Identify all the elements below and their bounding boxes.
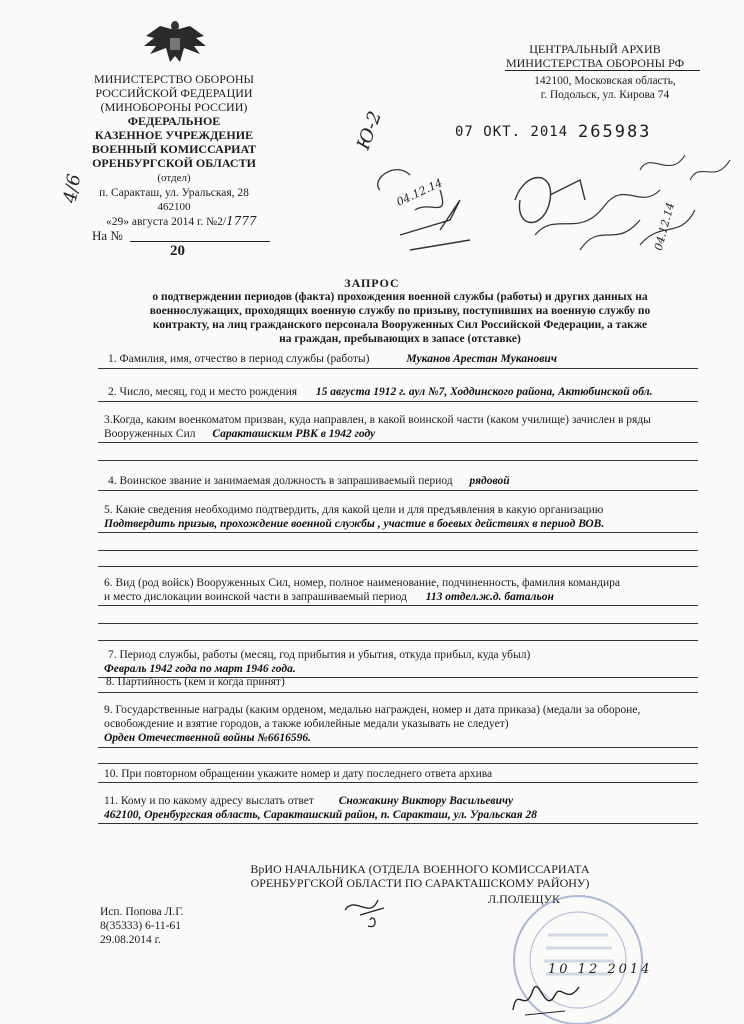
archive-address [500, 74, 710, 102]
field-4-value: рядовой [469, 475, 510, 487]
field-11-value-line2: 462100, Оренбургская область, Саракташский район, п. Саракташ, ул. Уральская 28 [104, 809, 537, 821]
field-11-label: 11. Кому и по какому адресу выслать ответ [104, 795, 314, 807]
field-7-value: Февраль 1942 года по март 1946 года. [104, 663, 296, 675]
ministry-block [84, 72, 264, 114]
field-2-label: 2. Число, месяц, год и место рождения [108, 386, 298, 398]
handwritten-note: Ю-2 [352, 108, 387, 153]
field-9-value: Орден Отечественной войны №6616596. [104, 732, 311, 744]
field-5-label: 5. Какие сведения необходимо подтвердить, для какой цели и для предъявления в какую организацию [104, 504, 604, 516]
eagle-emblem-icon [140, 18, 210, 68]
field-4-label: 4. Воинское звание и занимаемая должность в запрашиваемый период [108, 475, 453, 487]
executor-block [100, 905, 183, 947]
handwritten-scribble-icon [340, 140, 740, 270]
ministry-line: (МИНОБОРОНЫ РОССИИ) [100, 100, 248, 114]
field-6-label-line1: 6. Вид (род войск) Вооруженных Сил, номер, полное наименование, подчиненность, фамилия командира [104, 577, 620, 589]
archive-address-line: г. Подольск, ул. Кирова 74 [540, 89, 670, 101]
archive-address-line: 142100, Московская область, [534, 75, 676, 87]
field-2-value: 15 августа 1912 г. аул №7, Ходдинского района, Актюбинской обл. [315, 386, 653, 398]
institution-line: ВОЕННЫЙ КОМИССАРИАТ [91, 142, 257, 156]
document-subtitle [100, 290, 700, 346]
archive-line: МИНИСТЕРСТВА ОБОРОНЫ РФ [505, 56, 685, 70]
na-nomer-label: На № [92, 228, 123, 243]
page-number: 20 [170, 243, 185, 259]
field-6-label-line2: и место дислокации воинской части в запрашиваемый период [104, 591, 407, 603]
field-9-label-line1: 9. Государственные награды (каким орденом, медалью награжден, номер и дата приказа) (медали за обороне, [104, 704, 641, 716]
subtitle-line: о подтверждении периодов (факта) прохождения военной службы (работы) и других данных на [152, 291, 648, 303]
field-3-label-line1: 3.Когда, каким военкоматом призван, куда направлен, в какой воинской части (каком училище) зачислен в ряды [104, 414, 651, 426]
handwritten-note-date: 04.12.14 [394, 176, 445, 209]
signature-title-line: ОРЕНБУРГСКОЙ ОБЛАСТИ ПО САРАКТАШСКОМУ РАЙОНУ) [250, 876, 590, 890]
handwritten-note-date: 04.12.14 [651, 201, 678, 252]
field-8-label: 8. Партийность (кем и когда принят) [106, 676, 285, 688]
incoming-stamp-date: 07 ОКТ. 2014 [455, 124, 569, 140]
institution-line: ФЕДЕРАЛЬНОЕ [127, 114, 221, 128]
field-5-value: Подтвердить призыв, прохождение военной службы , участие в боевых действиях в период ВОВ. [104, 518, 605, 530]
ministry-line: РОССИЙСКОЙ ФЕДЕРАЦИИ [95, 86, 253, 100]
ministry-line: МИНИСТЕРСТВО ОБОРОНЫ [94, 72, 254, 86]
field-6-value: 113 отдел.ж.д. батальон [425, 591, 554, 603]
field-1-value: Муканов Арестан Муканович [406, 353, 557, 365]
outgoing-date-text: «29» августа 2014 г. №2/ [106, 216, 227, 228]
field-7-label: 7. Период службы, работы (месяц, год прибытия и убытия, откуда прибыл, куда убыл) [108, 649, 531, 661]
sender-address: п. Саракташ, ул. Уральская, 28 [99, 187, 249, 199]
sender-postcode: 462100 [157, 201, 191, 213]
signatory-name: Л.ПОЛЕЩУК [488, 892, 560, 906]
signature-icon [340, 890, 400, 930]
field-3-value: Саракташским РВК в 1942 году [212, 428, 376, 440]
outgoing-date-number [106, 214, 257, 228]
document-title: ЗАПРОС [344, 276, 400, 290]
executor-phone: 8(35333) 6-11-61 [100, 920, 182, 932]
institution-block [84, 114, 264, 170]
field-3-label-line2: Вооруженных Сил [104, 428, 196, 440]
field-9-label-line2: освобождение и взятие городов, а также юбилейные медали указывать не следует) [104, 718, 509, 730]
executor-date: 29.08.2014 г. [100, 934, 161, 946]
field-11-value-line1: Сножакину Виктору Васильевичу [338, 795, 514, 807]
subtitle-line: военнослужащих, проходящих военную службу по призыву, поступивших на военную службу по [149, 305, 651, 317]
institution-line: ОРЕНБУРГСКОЙ ОБЛАСТИ [92, 156, 256, 170]
department-label: (отдел) [157, 172, 191, 184]
round-stamp-date: 10 12 2014 [548, 962, 653, 977]
incoming-stamp-number: 265983 [578, 122, 652, 142]
institution-line: КАЗЕННОЕ УЧРЕЖДЕНИЕ [94, 128, 254, 142]
archive-line: ЦЕНТРАЛЬНЫЙ АРХИВ [529, 42, 661, 56]
outgoing-number-handwritten: 1777 [226, 214, 257, 228]
field-1-label: 1. Фамилия, имя, отчество в период службы (работы) [108, 353, 370, 365]
signature-title-line: ВрИО НАЧАЛЬНИКА (ОТДЕЛА ВОЕННОГО КОМИССАРИАТА [250, 862, 590, 876]
subtitle-line: контракту, на лиц гражданского персонала Вооруженных Сил Российской Федерации, а также [152, 319, 648, 331]
subtitle-line: на граждан, пребывающих в запасе (отставке) [279, 333, 521, 345]
archive-block [490, 42, 700, 70]
field-10-label: 10. При повторном обращении укажите номер и дату последнего ответа архива [104, 768, 493, 780]
margin-mark: 4/6 [59, 172, 86, 205]
round-stamp-signature-icon [505, 975, 585, 1020]
executor-name: Исп. Попова Л.Г. [100, 906, 184, 918]
